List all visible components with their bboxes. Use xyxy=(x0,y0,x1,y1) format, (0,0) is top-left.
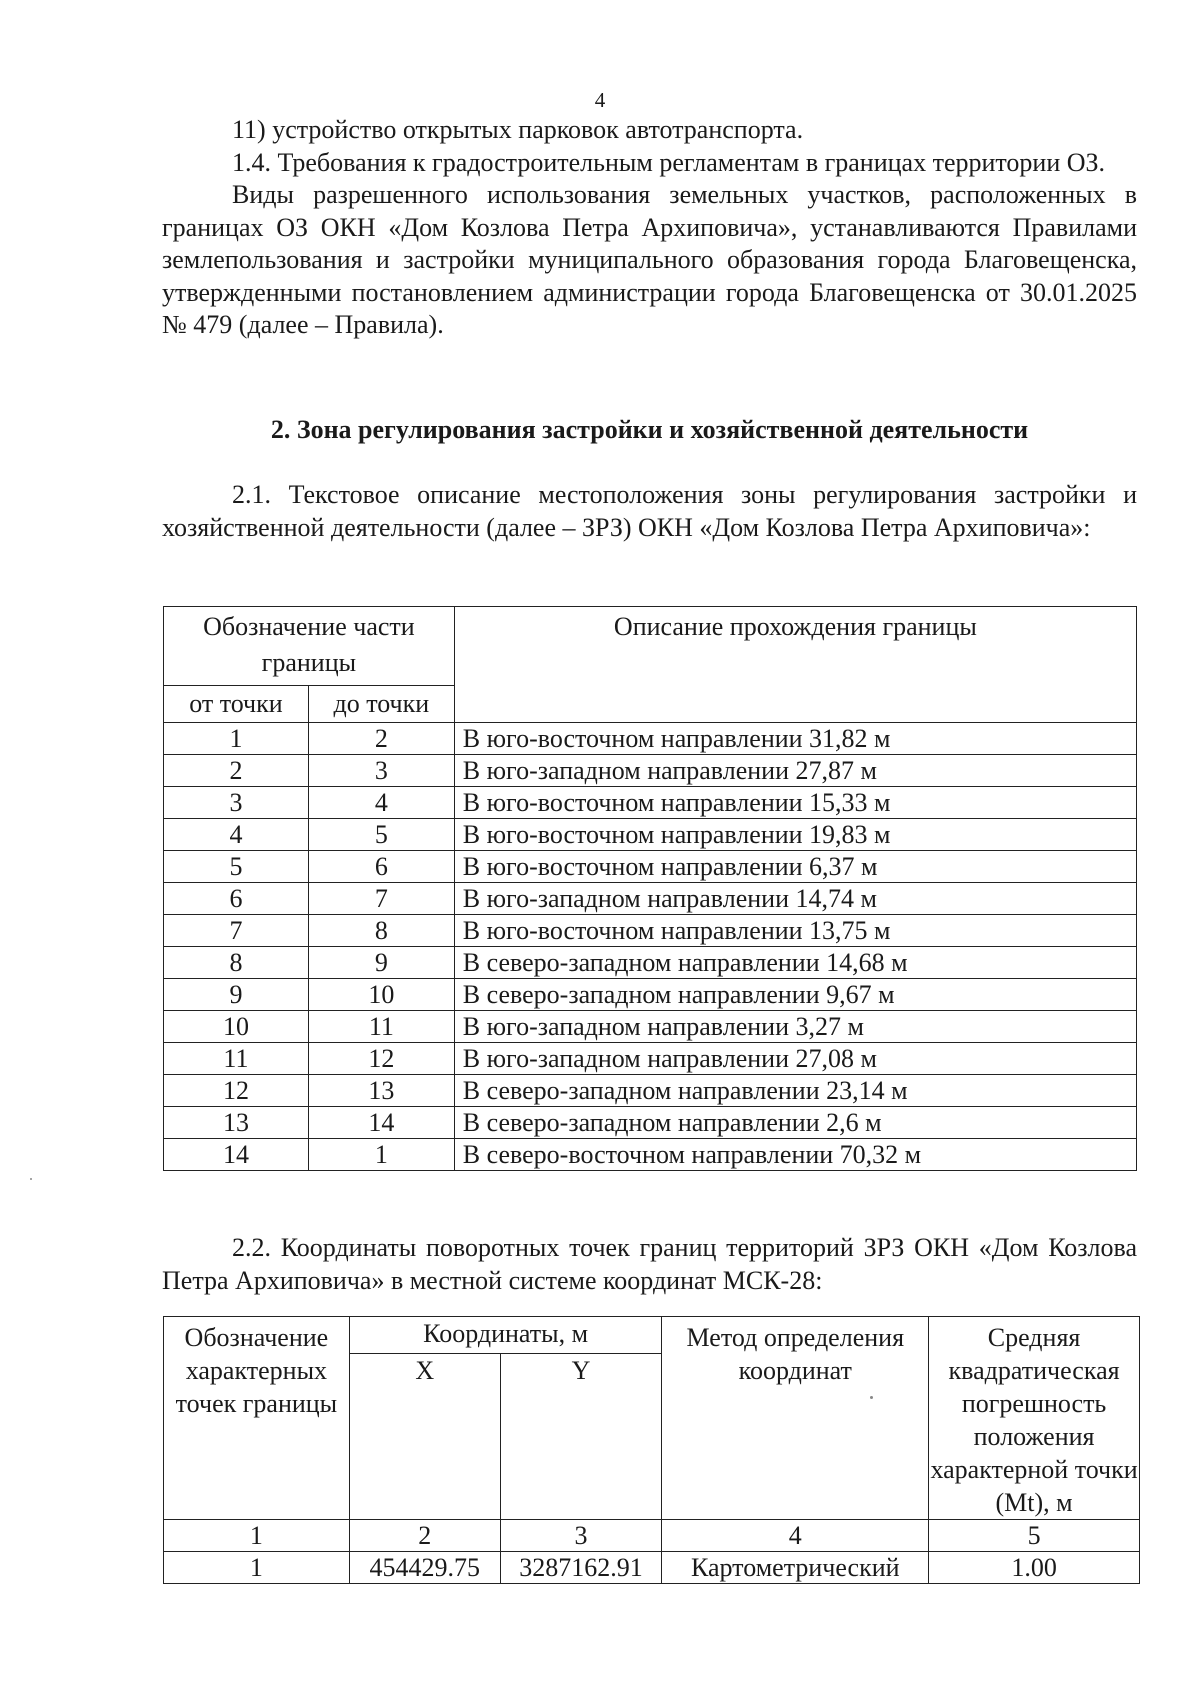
table-row xyxy=(164,723,1137,755)
table-row xyxy=(164,979,1137,1011)
table-row xyxy=(164,1139,1137,1171)
table-row xyxy=(164,915,1137,947)
header-boundary-description: Описание прохождения границы xyxy=(454,607,1136,723)
paragraph-coordinates-intro: 2.2. Координаты поворотных точек границ территорий ЗРЗ ОКН «Дом Козлова Петра Архиповича» в местной системе координат МСК-28: xyxy=(162,1233,1137,1295)
to-point-cell: 2 xyxy=(308,723,454,755)
from-point-cell: 7 xyxy=(164,915,309,947)
table-row xyxy=(164,819,1137,851)
section-2-2-text xyxy=(162,1232,1137,1297)
error-cell: 1.00 xyxy=(929,1552,1140,1584)
boundary-description-cell: В юго-восточном направлении 31,82 м xyxy=(454,723,1136,755)
header-coordinates: Координаты, м xyxy=(349,1317,662,1354)
paragraph-zrz-description: 2.1. Текстовое описание местоположения зоны регулирования застройки и хозяйственной деятельности (далее – ЗРЗ) ОКН «Дом Козлова Петра Архиповича»: xyxy=(162,480,1137,542)
table-row xyxy=(164,1011,1137,1043)
to-point-cell: 12 xyxy=(308,1043,454,1075)
section-heading: 2. Зона регулирования застройки и хозяйственной деятельности xyxy=(270,415,1029,444)
boundary-description-cell: В северо-западном направлении 9,67 м xyxy=(454,979,1136,1011)
column-number-cell: 3 xyxy=(500,1520,662,1552)
table-row xyxy=(164,787,1137,819)
from-point-cell: 1 xyxy=(164,723,309,755)
from-point-cell: 13 xyxy=(164,1107,309,1139)
header-method: Метод определения координат xyxy=(662,1317,929,1520)
to-point-cell: 13 xyxy=(308,1075,454,1107)
from-point-cell: 6 xyxy=(164,883,309,915)
from-point-cell: 10 xyxy=(164,1011,309,1043)
header-y: Y xyxy=(500,1353,662,1519)
from-point-cell: 5 xyxy=(164,851,309,883)
boundary-description-cell: В северо-западном направлении 2,6 м xyxy=(454,1107,1136,1139)
y-coordinate-cell: 3287162.91 xyxy=(500,1552,662,1584)
boundary-description-cell: В северо-западном направлении 14,68 м xyxy=(454,947,1136,979)
boundary-description-cell: В северо-восточном направлении 70,32 м xyxy=(454,1139,1136,1171)
to-point-cell: 8 xyxy=(308,915,454,947)
table-row xyxy=(164,1075,1137,1107)
scan-speck xyxy=(30,1178,32,1180)
from-point-cell: 12 xyxy=(164,1075,309,1107)
page-number: 4 xyxy=(594,88,606,112)
table-row xyxy=(164,883,1137,915)
section-2-1-text xyxy=(162,479,1137,544)
from-point-cell: 3 xyxy=(164,787,309,819)
from-point-cell: 14 xyxy=(164,1139,309,1171)
table-row xyxy=(164,947,1137,979)
to-point-cell: 7 xyxy=(308,883,454,915)
boundary-table-body xyxy=(164,723,1137,1171)
column-number-cell: 2 xyxy=(349,1520,500,1552)
coordinates-table xyxy=(163,1316,1140,1584)
header-boundary-part: Обозначение части границы xyxy=(164,607,455,686)
from-point-cell: 8 xyxy=(164,947,309,979)
boundary-description-cell: В юго-западном направлении 14,74 м xyxy=(454,883,1136,915)
to-point-cell: 4 xyxy=(308,787,454,819)
from-point-cell: 9 xyxy=(164,979,309,1011)
paragraph-permitted-use: Виды разрешенного использования земельных участков, расположенных в границах ОЗ ОКН «Дом Козлова Петра Архиповича», устанавливаются Правилами землепользования и застройки муниципального образования города Благовещенска, утвержденными постановлением администрации города Благовещенска от 30.01.2025 № 479 (далее – Правила). xyxy=(162,180,1137,339)
boundary-description-cell: В юго-восточном направлении 15,33 м xyxy=(454,787,1136,819)
coordinates-table-body xyxy=(164,1552,1140,1584)
method-cell: Картометрический xyxy=(662,1552,929,1584)
boundary-description-cell: В северо-западном направлении 23,14 м xyxy=(454,1075,1136,1107)
table-row xyxy=(164,1043,1137,1075)
table-row xyxy=(164,1107,1137,1139)
intro-text xyxy=(162,114,1137,342)
column-number-cell: 5 xyxy=(929,1520,1140,1552)
scan-speck xyxy=(870,1396,873,1399)
column-numbers-row xyxy=(164,1520,1140,1552)
table-row xyxy=(164,1552,1140,1584)
from-point-cell: 4 xyxy=(164,819,309,851)
from-point-cell: 2 xyxy=(164,755,309,787)
boundary-description-cell: В юго-западном направлении 27,08 м xyxy=(454,1043,1136,1075)
table-row xyxy=(164,851,1137,883)
x-coordinate-cell: 454429.75 xyxy=(349,1552,500,1584)
header-mean-square-error: Средняя квадратическая погрешность положения характерной точки (Mt), м xyxy=(929,1317,1140,1520)
boundary-description-cell: В юго-восточном направлении 13,75 м xyxy=(454,915,1136,947)
to-point-cell: 14 xyxy=(308,1107,454,1139)
column-number-cell: 4 xyxy=(662,1520,929,1552)
to-point-cell: 5 xyxy=(308,819,454,851)
boundary-description-cell: В юго-восточном направлении 19,83 м xyxy=(454,819,1136,851)
paragraph-parking: 11) устройство открытых парковок автотранспорта. xyxy=(232,115,804,144)
boundary-table xyxy=(163,606,1137,1171)
paragraph-requirements: 1.4. Требования к градостроительным регламентам в границах территории ОЗ. xyxy=(232,147,1106,177)
to-point-cell: 6 xyxy=(308,851,454,883)
column-number-cell: 1 xyxy=(164,1520,350,1552)
to-point-cell: 3 xyxy=(308,755,454,787)
header-characteristic-points: Обозначение характерных точек границы xyxy=(164,1317,350,1520)
table-row xyxy=(164,755,1137,787)
header-x: X xyxy=(349,1353,500,1519)
header-from-point: от точки xyxy=(164,686,309,723)
from-point-cell: 11 xyxy=(164,1043,309,1075)
point-cell: 1 xyxy=(164,1552,350,1584)
boundary-description-cell: В юго-восточном направлении 6,37 м xyxy=(454,851,1136,883)
to-point-cell: 11 xyxy=(308,1011,454,1043)
boundary-description-cell: В юго-западном направлении 27,87 м xyxy=(454,755,1136,787)
header-to-point: до точки xyxy=(308,686,454,723)
section-2-heading-block xyxy=(162,414,1137,447)
boundary-description-cell: В юго-западном направлении 3,27 м xyxy=(454,1011,1136,1043)
to-point-cell: 9 xyxy=(308,947,454,979)
to-point-cell: 1 xyxy=(308,1139,454,1171)
to-point-cell: 10 xyxy=(308,979,454,1011)
